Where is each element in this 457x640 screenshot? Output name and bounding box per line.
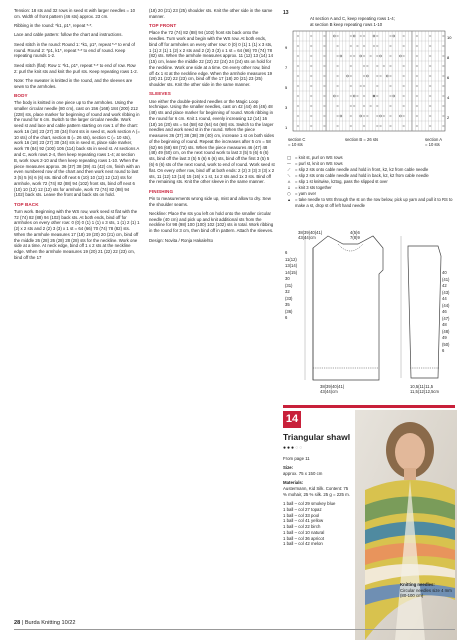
materials-value: Austermann, Kid Silk. Content: 75 % mohair, 25 % silk. 25 g = 225 m. xyxy=(283,486,350,497)
text-column-middle xyxy=(149,8,275,247)
section-divider xyxy=(283,405,455,408)
yarn-item: 1 ball – col 42 melon xyxy=(283,541,323,547)
schematic-top-left: 38(39)40(41) 43(44)cm xyxy=(298,230,323,241)
legend-item xyxy=(283,167,453,172)
measurement-label: 46 xyxy=(442,309,447,314)
chart-note-1: At section A and C, keep repeating rows 1-4; xyxy=(310,16,395,21)
pattern-paragraph: Lace and cable pattern: follow the chart and instructions. xyxy=(14,32,123,38)
chart-row-number: 10 xyxy=(447,35,452,40)
measurement-label: 14(15) xyxy=(285,269,298,275)
yarn-list xyxy=(283,501,353,547)
shawl-details xyxy=(283,456,353,547)
seed-flat-paragraph: Seed stitch (flat): Row 1: *k1, p1*, repeat *-* to end of row. Row 2: purl the knit sts and knit the purl sts. Keep repeating rows 1-2. xyxy=(14,62,138,74)
measurement-label: (33) xyxy=(285,295,293,301)
legend-symbol-icon: ⋏ xyxy=(287,179,291,185)
measurement-label: (41) xyxy=(442,276,450,282)
top-front-paragraph: Place the 72 (74) 82 (88) 94 (102) front sts back onto the needles. Turn work and begin with the WS row. At both ends, bind off for armholes on every other row: 0 (0) 0 (1) 1 (1) x 3 sts, 1 (1) 2 (1) 1 (2) x 2 sts and 2 (2) 3 (3) x 1 st = 64 (66) 70 (74) 78 (82) sts. When the armhole measures approx. 11 (12) 13 (14) 14 (15) cm, leave the middle 22 (22) 22 (24) 24 (24) sts on hold for the neckline. Work one side at a time. On every other row, bind off 4x 1 st at the neckline edge. When the armhole measures 19 (20) 21 (22) 22 (23) cm, bind off the 17 (18) 20 (21) 23 (25) shoulder sts. Knit the other side in the same manner. xyxy=(149,30,274,88)
text-column-left xyxy=(14,8,140,264)
seed-round-paragraph: Seed stitch in the round: Round 1: *k1, p1*, repeat *-* to end of round. Round 2: *p1, k1*, repeat *-* to end of round. Keep repeating rounds 1-2. xyxy=(14,41,135,59)
legend-item xyxy=(283,179,453,184)
legend-item xyxy=(283,173,453,178)
legend-text: = take needle to WS through the st on the row below, pick up yarn and pull it to RS to make a st, drop st off left hand needle xyxy=(295,197,453,208)
measurement-label: (31) xyxy=(285,282,293,288)
legend-symbol-icon: ▴ xyxy=(287,197,291,203)
chart-row-number: 7 xyxy=(285,65,288,70)
chart-legend xyxy=(283,155,453,209)
ribbing-paragraph: Ribbing in the round: *k1, p1*, repeat *-*. xyxy=(14,23,93,29)
measurement-label: 44 xyxy=(442,296,447,301)
chart-row-number: 6 xyxy=(447,75,450,80)
yarn-item: 1 ball – col 22 birch xyxy=(283,524,321,530)
yarn-item: 1 ball – col 36 apricot xyxy=(283,535,325,541)
measurement-label: (47) xyxy=(442,315,450,321)
needles-info xyxy=(400,582,455,599)
pattern-number-badge: 14 xyxy=(283,411,301,428)
legend-text: = knit 3 sts together xyxy=(295,185,332,191)
finishing-heading: FINISHING xyxy=(149,188,174,194)
note-paragraph: Note: The sweater is knitted in the round, and the sleeves are sewn to the armholes. xyxy=(14,77,133,89)
yarn-item: 1 ball – col 33 pool xyxy=(283,512,320,518)
measurement-label: 6 xyxy=(285,315,288,320)
body-heading: BODY xyxy=(14,92,28,98)
chart-row-number: 9 xyxy=(285,45,288,50)
legend-symbol-icon: — xyxy=(286,161,292,167)
legend-symbol-icon: ○ xyxy=(287,191,291,197)
yarn-item: 1 ball – col 41 yellow xyxy=(283,518,324,524)
measurement-label: (50) xyxy=(442,341,450,347)
section-b-label: section B = 26 sts xyxy=(345,137,379,142)
schematic-right-measures xyxy=(442,270,449,355)
neckline-paragraph: Neckline: Place the sts you left on hold onto the smaller circular needle (40 cm) and pick up and knit additional sts from the neckline for 98 (98) 100 (100) 102 (102) sts in total. Work ribbing in the round for 3 cm, then bind off in pattern. Attach the sleeves. xyxy=(149,210,274,234)
yarn-item: 1 ball – col 27 topaz xyxy=(283,506,322,512)
legend-symbol-icon: □ xyxy=(287,155,291,160)
chart-row-number: 3 xyxy=(285,105,288,110)
chart-note-2: at section B keep repeating rows 1-10 xyxy=(310,21,383,27)
sleeves-heading: SLEEVES xyxy=(149,91,171,97)
chart-row-number: 8 xyxy=(447,55,450,60)
legend-symbol-icon: ⟋ xyxy=(287,167,291,173)
sleeves-paragraph: Use either the double-pointed needles or the Magic Loop technique. Using the smaller needles, cast on 42 (44) 46 (46) 48 (48) sts and place marker for beginning of round. Work ribbing in the round for 6 cm. Knit 1 round, evenly increasing 12 (14) 16 (18) 16 (20) sts = 54 (58) 62 (64) 64 (68) sts. Switch to the larger needles and work seed st in the round. When the piece measures 36 (37) 38 (38) 39 (40) cm, increase 1 st on both sides of the beginning of round. Repeat the increases after 5 cm = 58 (62) 66 (68) 68 (72) sts. When the piece measures 46 (47) 48 (48) 49 (50) cm, on the next round work to last 3 (5) 5 (6) 6 (6) sts, bind off the last 3 (5) 5 (6) 6 (6) sts, bind off the first 3 (5) 5 (6) 6 (6) sts of the next round, work to end of round. Work seed st flat. On every other row, bind off at both ends: 2 (2) 3 (3) 3 (3) x 2 sts, 11 (12) 13 (14) 15 (16) x 1 st, 1x 2 sts and 1x 3 sts. Bind off the remaining sts. Knit the other sleeve in the same manner. xyxy=(149,98,275,185)
difficulty-rating: ●●●○○ xyxy=(283,445,304,451)
section-c-label: section C = 10 sts xyxy=(288,137,306,148)
chart-row-number: 4 xyxy=(447,95,450,100)
shoulder-paragraph: (18) 20 (21) 23 (25) shoulder sts. Knit the other side in the same manner. xyxy=(149,8,273,19)
legend-text: = slip 2 sts onto cable needle and hold in front, k2, k2 from cable needle xyxy=(295,167,429,173)
schematic-bottom-right: 10,5(11)11,5 11,5(12)12,5cm xyxy=(410,384,440,395)
top-back-heading: TOP BACK xyxy=(14,201,39,207)
design-credit: Design: Novita / Ronja Hakalehto xyxy=(149,237,213,243)
top-front-heading: TOP FRONT xyxy=(149,23,177,29)
measurement-label: (44) xyxy=(442,302,450,308)
chart-row-number: 1 xyxy=(285,125,288,130)
legend-text: = slip 1 st knitwise, k2tog, pass the slipped st over xyxy=(295,179,388,185)
legend-symbol-icon: ⟍ xyxy=(287,173,291,179)
measurement-label: (43) xyxy=(442,289,450,295)
schematic-left-measures xyxy=(285,250,297,322)
measurement-label: 42 xyxy=(442,283,447,288)
yarn-item: 1 ball – col 10 natural xyxy=(283,529,325,535)
magazine-name: Burda Knitting 10/22 xyxy=(24,620,76,626)
measurement-label: 11(12) xyxy=(285,256,297,262)
size-label: Size: xyxy=(283,465,294,471)
measurement-label: 48 xyxy=(442,322,447,327)
sweater-schematic xyxy=(283,218,455,400)
legend-item xyxy=(283,161,453,166)
shawl-title: Triangular shawl xyxy=(283,432,351,442)
tension-paragraph: Tension: 18 sts and 32 rows in seed st with larger needles = 10 cm. Width of front pattern (46 sts) approx. 23 cm. xyxy=(14,8,136,19)
chart-row-number: 5 xyxy=(285,85,288,90)
size-value: approx. 75 x 150 cm xyxy=(283,471,323,477)
finishing-paragraph: Pin to measurements wrong side up, mist and allow to dry. Sew the shoulder seams. xyxy=(149,195,271,207)
needles-label: Knitting needles: xyxy=(400,582,435,587)
legend-item xyxy=(283,191,453,196)
legend-item xyxy=(283,155,453,160)
legend-text: = slip 2 sts onto cable needle and hold in back, k2, k2 from cable needle xyxy=(295,173,429,179)
measurement-label: 6 xyxy=(285,250,288,255)
page-number: 28 xyxy=(14,620,21,626)
schematic-top-mid: 4(5)6 7(8)9 xyxy=(350,230,360,241)
stitch-chart xyxy=(283,27,455,152)
top-back-paragraph: Turn work. Beginning with the WS row, work seed st flat with the 72 (74) 82 (88) 94 (102) back sts. At both ends, bind off for armholes on every other row: 0 (0) 0 (1) 1 (1) x 3 sts, 1 (1) 2 (1) 1 (2) x 2 sts and 2 (2) 3 (3) x 1 st = 64 (66) 70 (74) 78 (82) sts. When the armhole measures 17 (18) 19 (20) 20 (21) cm, bind off the middle 26 (28) 26 (28) 28 (28) sts for the neckline. Work one side at a time. At neck edge, bind off 1 x 2 sts at the neckline edge. When the armhole measures 19 (20) 21 (22) 22 (23) cm, bind off the 17 xyxy=(14,208,140,260)
page-footer: 28 | Burda Knitting 10/22 xyxy=(14,620,76,626)
body-paragraph: The body is knitted in one piece up to the armholes. Using the smaller circular needle (80 cm), cast on 156 (168) 184 (200) 212 (228) sts, place marker for beginning of round and work ribbing in the round for 6 cm. Switch to the larger circular needle. Work seed st and lace and cable pattern starting on row 1 of the chart: work 16 (18) 23 (27) 30 (34) front sts in seed st, work section A (= 10 sts) of the chart, section B (= 26 sts), section C (= 10 sts), work 16 (18) 23 (27) 30 (34) sts in seed st, place side marker, work 78 (84) 92 (100) 106 (114) back sts in seed st. At sections A and C, work rows 2-4, then keep repeating rows 1-4; at section B, work rows 2-10 and then keep repeating rows 1-10. When the piece measures approx. 36 (37) 38 (39) 41 (42) cm, finish with an even numbered row of the chart and then work next round to last 3 (5) 5 (6) 6 (6) sts. Bind off next 6 (10) 10 (12) 12 (12) sts for armhole, work 72 (74) 82 (88) 94 (102) front sts, bind off next 6 (10) 10 (12) 12 (12) sts for armhole, work 72 (74) 82 (88) 94 (102) back sts. Leave the front and back sts on hold. xyxy=(14,100,140,198)
needles-value: Circular needles size 4 mm (80-100 cm) xyxy=(400,587,452,599)
schematic-bottom-left: 38(39)40(41) 43(44)cm xyxy=(320,384,345,395)
legend-text: = yarn over xyxy=(295,191,317,197)
legend-text: = purl st, knit on WS rows xyxy=(295,161,343,167)
measurement-label: 49 xyxy=(442,335,447,340)
measurement-label: 6 xyxy=(442,348,445,353)
measurement-label: 32 xyxy=(285,289,290,294)
section-a-label: section A = 10 sts xyxy=(425,137,442,148)
measurement-label: 35 xyxy=(285,302,290,307)
yarn-item: 1 ball – col 29 smokey blue xyxy=(283,501,336,507)
materials-label: Materials: xyxy=(283,480,304,486)
legend-text: = knit st, purl on WS rows xyxy=(295,155,343,160)
shawl-photo xyxy=(355,410,457,640)
measurement-label: 13(14) xyxy=(285,263,298,268)
measurement-label: (48) xyxy=(442,328,450,334)
legend-item xyxy=(283,185,453,190)
measurement-label: 40 xyxy=(442,270,447,275)
measurement-label: 30 xyxy=(285,276,290,281)
legend-item xyxy=(283,197,453,208)
measurement-label: (36) xyxy=(285,308,293,314)
chart-row-number: 2 xyxy=(447,115,450,120)
legend-symbol-icon: ↓ xyxy=(287,185,291,191)
shawl-from: From page 11 xyxy=(283,456,310,461)
footer-rule xyxy=(14,629,455,630)
chart-number: 13 xyxy=(283,10,289,16)
